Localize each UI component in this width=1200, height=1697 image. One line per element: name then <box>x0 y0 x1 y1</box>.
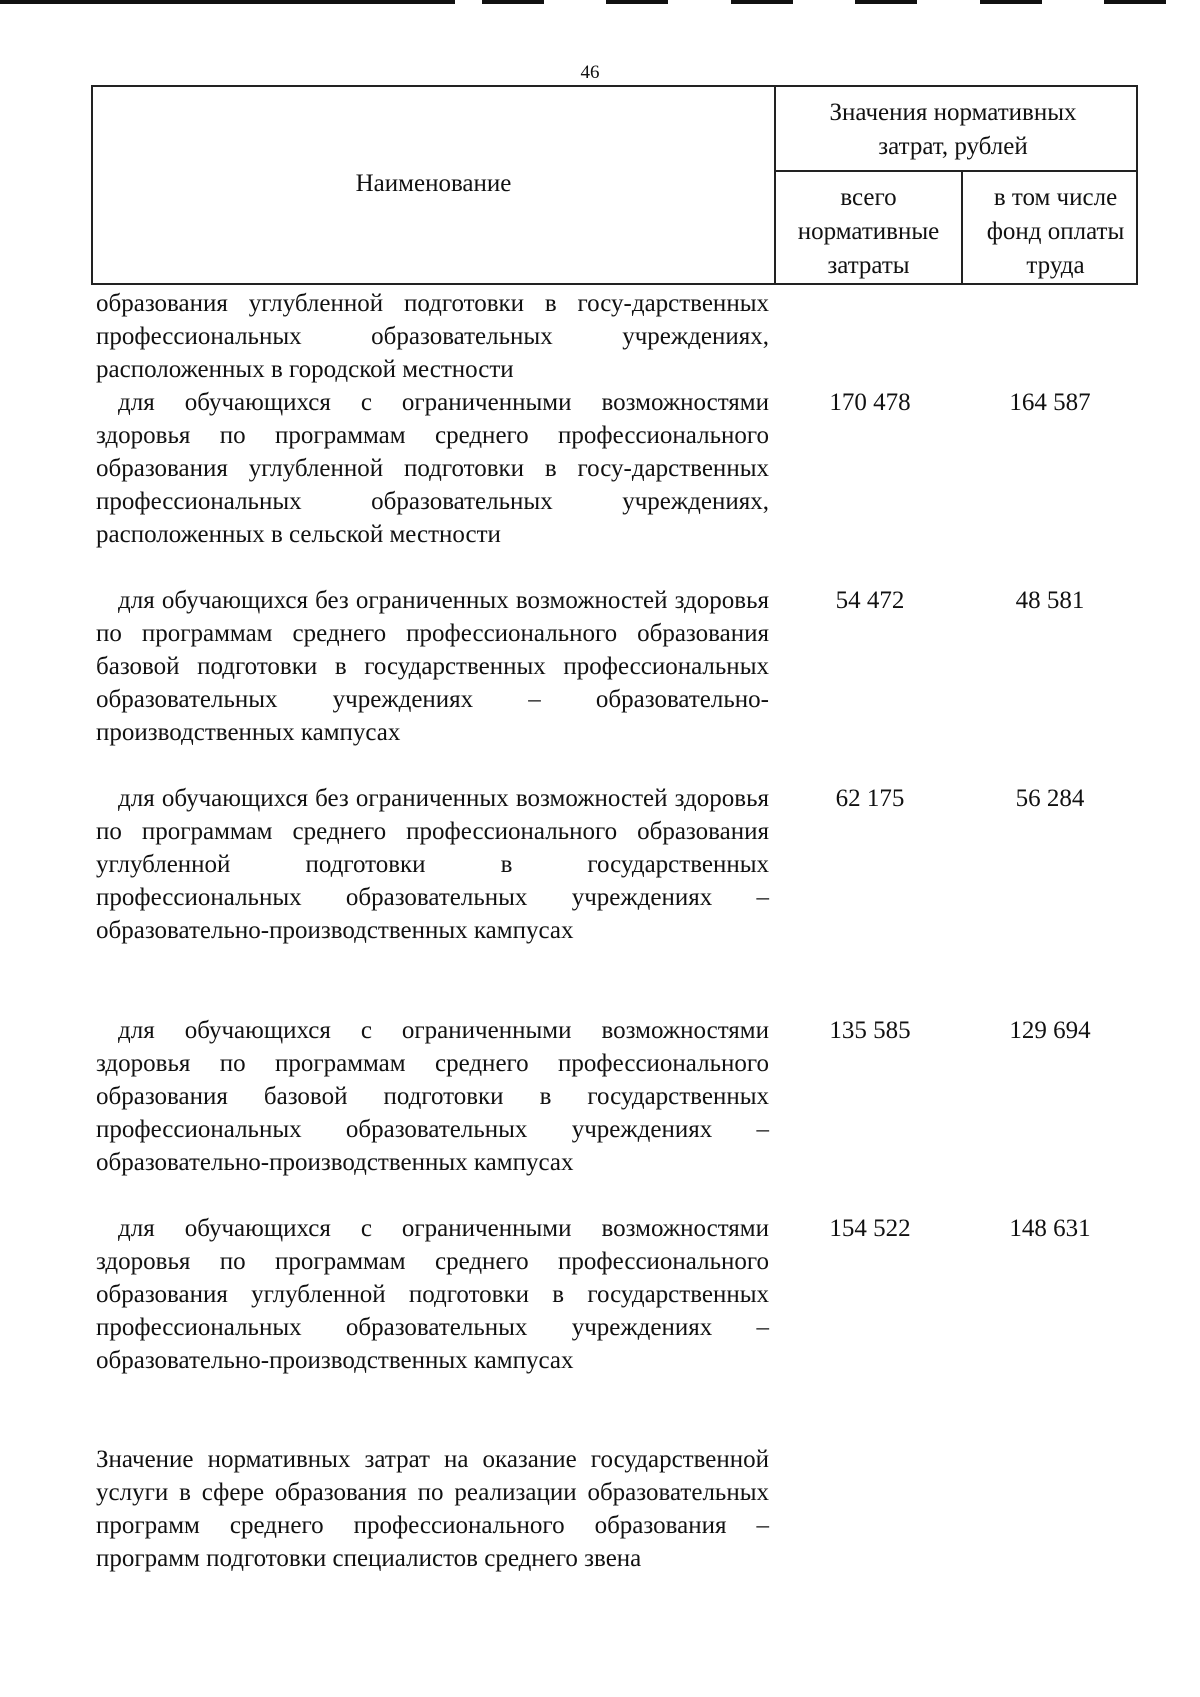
row-total-costs: 135 585 <box>829 1017 911 1044</box>
row-total-costs: 154 522 <box>829 1215 911 1242</box>
row-wage-fund: 148 631 <box>1009 1215 1091 1242</box>
header-wage-fund: в том числе фонд оплаты труда <box>986 184 1125 279</box>
row-wage-fund: 129 694 <box>1009 1017 1091 1044</box>
scan-artifact <box>482 0 544 4</box>
row-description: Значение нормативных затрат на оказание государственной услуги в сфере образования по реализации образовательных программ среднего профессионального образования – программ подготовки специалистов среднего звена <box>96 1446 769 1572</box>
scan-artifact <box>0 0 455 4</box>
row-description: для обучающихся с ограниченными возможностями здоровья по программам среднего профессионального образования базовой подготовки в государственных профессиональных образовательных учреждениях – образовательно-производственных кампусах <box>96 1017 769 1176</box>
page-number: 46 <box>580 62 600 83</box>
row-description: для обучающихся с ограниченными возможностями здоровья по программам среднего профессионального образования углубленной подготовки в государственных профессиональных образовательных учреждениях – образовательно-производственных кампусах <box>96 1215 769 1374</box>
column-divider <box>961 170 963 283</box>
scan-artifact <box>855 0 917 4</box>
row-total-costs: 62 175 <box>835 785 905 812</box>
row-wage-fund: 56 284 <box>1015 785 1085 812</box>
table-header <box>91 85 1138 285</box>
scan-artifact <box>980 0 1042 4</box>
row-description: для обучающихся с ограниченными возможностями здоровья по программам среднего профессионального образования углубленной подготовки в госу-дарственных профессиональных образовательных учреждениях, расположенных в сельской местности <box>96 389 769 548</box>
row-wage-fund: 164 587 <box>1009 389 1091 416</box>
header-group-title: Значения нормативных затрат, рублей <box>829 99 1077 160</box>
scan-artifact <box>1104 0 1166 4</box>
row-wage-fund: 48 581 <box>1015 587 1085 614</box>
row-description: для обучающихся без ограниченных возможностей здоровья по программам среднего профессионального образования углубленной подготовки в государственных профессиональных образовательных учреждениях – образовательно-производственных кампусах <box>96 785 769 944</box>
header-total-costs: всего нормативные затраты <box>797 184 940 279</box>
row-description: для обучающихся без ограниченных возможностей здоровья по программам среднего профессионального образования базовой подготовки в государственных профессиональных образовательных учреждениях – образовательно-производственных кампусах <box>96 587 769 746</box>
scan-artifact <box>731 0 793 4</box>
header-name: Наименование <box>355 170 512 197</box>
row-total-costs: 170 478 <box>829 389 911 416</box>
scan-artifact <box>606 0 668 4</box>
header-divider <box>774 170 1136 172</box>
row-total-costs: 54 472 <box>835 587 905 614</box>
row-description: образования углубленной подготовки в госу-дарственных профессиональных образовательных учреждениях, расположенных в городской местности <box>96 290 769 383</box>
